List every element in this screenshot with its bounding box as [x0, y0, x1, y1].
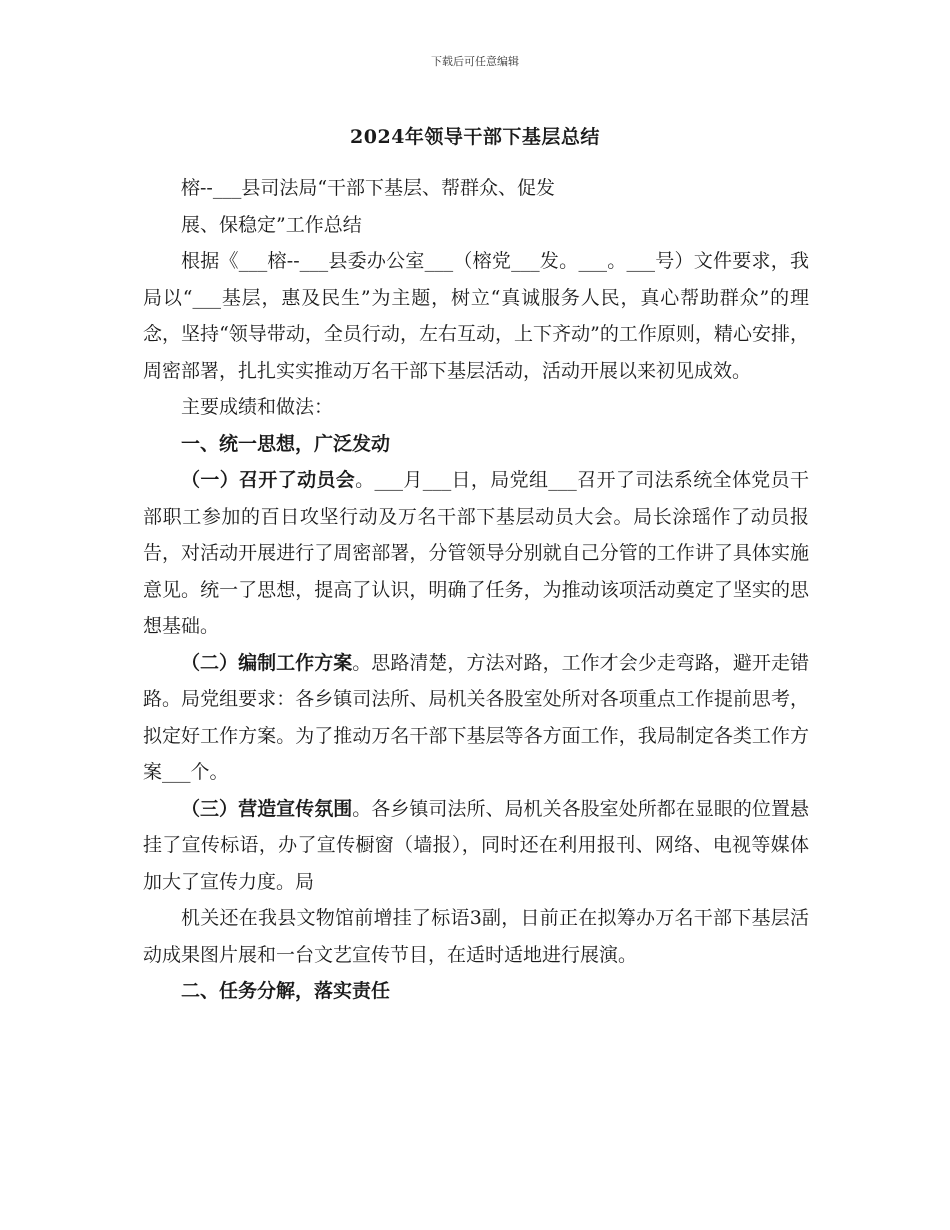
paragraph: 主要成绩和做法： — [181, 396, 334, 418]
subsection-heading: （二）编制工作方案 — [181, 651, 353, 674]
paragraph: 根据《___榕--___县委办公室___（榕党___发。___。___号）文件要求，我局以“___基层，惠及民生”为主题，树立“真诚服务人民，真心帮助群众”的理念，坚持“领导带动，全员行动，左右互动，上下齐动”的工作原则，精心安排，周密部署，扎扎实实推动万名干部下基层活动，活动开展以来初见成效。 — [143, 250, 809, 382]
subsection-heading: （一）召开了动员会 — [181, 469, 356, 491]
paragraph-text: 。思路清楚，方法对路，工作才会少走弯路，避开走错路。局党组要求：各乡镇司法所、局机关各股室处所对各项重点工作提前思考，拟定好工作方案。为了推动万名干部下基层等各方面工作，我局制定各类工作方案___个。 — [143, 651, 809, 783]
subsection-heading: （三）营造宣传氛围 — [181, 797, 353, 820]
paragraph — [143, 791, 809, 901]
paragraph — [143, 462, 809, 645]
document-title: 2024年领导干部下基层总结 — [350, 126, 600, 148]
section-heading: 一、统一思想，广泛发动 — [181, 432, 391, 455]
paragraph: 榕--___县司法局“干部下基层、帮群众、促发 — [181, 177, 556, 199]
paragraph: 机关还在我县文物馆前增挂了标语3副，日前正在拟筹办万名干部下基层活动成果图片展和一台文艺宣传节目，在适时适地进行展演。 — [143, 907, 809, 966]
paragraph — [143, 645, 809, 791]
document-body — [143, 170, 809, 1010]
header-note: 下载后可任意编辑 — [431, 55, 519, 68]
section-heading: 二、任务分解，落实责任 — [181, 980, 391, 1002]
paragraph-text: 。各乡镇司法所、局机关各股室处所都在显眼的位置悬挂了宣传标语，办了宣传橱窗（墙报），同时还在利用报刊、网络、电视等媒体加大了宣传力度。局 — [143, 797, 809, 893]
paragraph-text: 。___月___日，局党组___召开了司法系统全体党员干部职工参加的百日攻坚行动及万名干部下基层动员大会。局长涂瑶作了动员报告，对活动开展进行了周密部署，分管领导分别就自己分管的工作讲了具体实施意见。统一了思想，提高了认识，明确了任务，为推动该项活动奠定了坚实的思想基础。 — [143, 469, 809, 637]
paragraph: 展、保稳定”工作总结 — [181, 213, 362, 236]
